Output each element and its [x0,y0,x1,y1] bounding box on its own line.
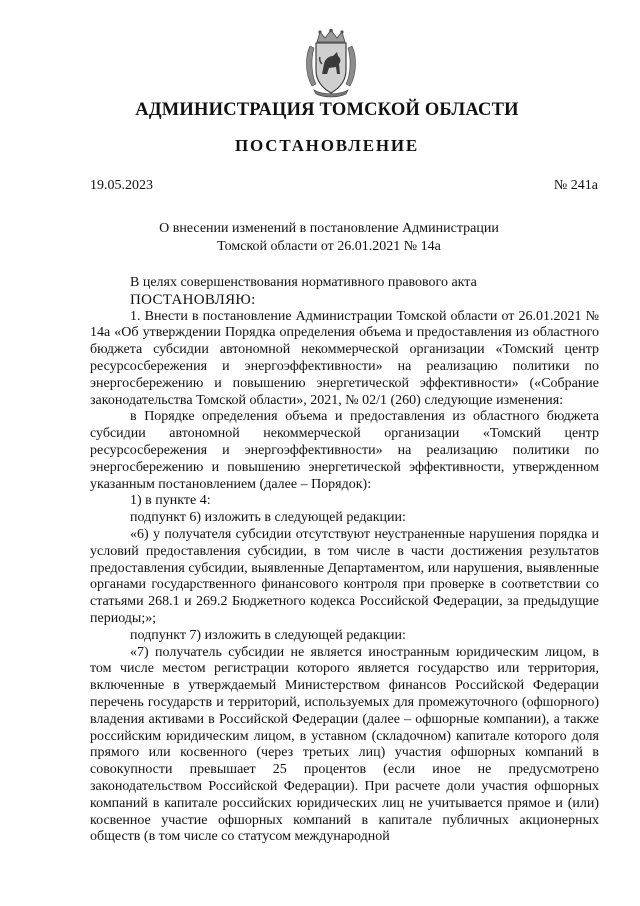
document-date: 19.05.2023 [90,178,153,193]
document-body [90,275,599,846]
organization-title: АДМИНИСТРАЦИЯ ТОМСКОЙ ОБЛАСТИ [135,100,519,120]
paragraph-subpoint-6-intro: подпункт 6) изложить в следующей редакции: [130,510,406,526]
paragraph-subpoint-6-text: «6) у получателя субсидии отсутствуют неустраненные нарушения порядка и условий предоставления субсидии, в том числе в части достижения результатов предоставления субсидии, выявленные Департаментом, или нарушения, выявленные органами государственного финансового контроля при проверке в соответствии со статьями 268.1 и 269.2 Бюджетного кодекса Российской Федерации, за предыдущие периоды;»; [90,526,599,626]
paragraph-point-4: 1) в пункте 4: [130,493,211,509]
tomsk-coat-of-arms-emblem [300,28,362,98]
paragraph-subpoint-7-text: «7) получатель субсидии не является иностранным юридическим лицом, в том числе местом регистрации которого является государство или территория, включенные в утверждаемый Министерством финансов Российской Федерации перечень государств и территорий, используемых для промежуточного (офшорного) владения активами в Российской Федерации (далее – офшорные компании), а также российским юридическим лицом, в уставном (складочном) капитале которого доля прямого или косвенного (через третьих лиц) участия офшорных компаний в совокупности превышает 25 процентов (если иное не предусмотрено законодательством Российской Федерации). При расчете доли участия офшорных компаний в капитале российских юридических лиц не учитывается прямое и (или) косвенное участие офшорных компаний в капитале публичных акционерных обществ (в том числе со статусом международной [90,644,599,845]
paragraph-item-1: 1. Внести в постановление Администрации Томской области от 26.01.2021 № 14а «Об утверждении Порядка определения объема и предоставления из областного бюджета субсидии автономной некоммерческой организации «Томский центр ресурсосбережения и энергоэффективности» на реализацию политики по энергосбережению и повышению энергетической эффективности» («Собрание законодательства Томской области», 2021, № 02/1 (260) следующие изменения: [90,308,599,408]
document-number: № 241а [553,178,598,193]
paragraph-order-changes: в Порядке определения объема и предоставления из областного бюджета субсидии автономной некоммерческой организации «Томский центр ресурсосбережения и энергоэффективности» на реализацию политики по энергосбережению и повышению энергетической эффективности, утвержденном указанным постановлением (далее – Порядок): [90,409,599,492]
document-type-title: ПОСТАНОВЛЕНИЕ [234,136,420,155]
subject-line-1: О внесении изменений в постановление Администрации [159,221,499,236]
document-subject [0,220,640,256]
subject-line-2: Томской области от 26.01.2021 № 14а [217,239,441,254]
paragraph-preamble: В целях совершенствования нормативного правового акта [130,275,477,290]
paragraph-resolve: ПОСТАНОВЛЯЮ: [130,291,256,308]
paragraph-subpoint-7-intro: подпункт 7) изложить в следующей редакции: [130,627,406,643]
